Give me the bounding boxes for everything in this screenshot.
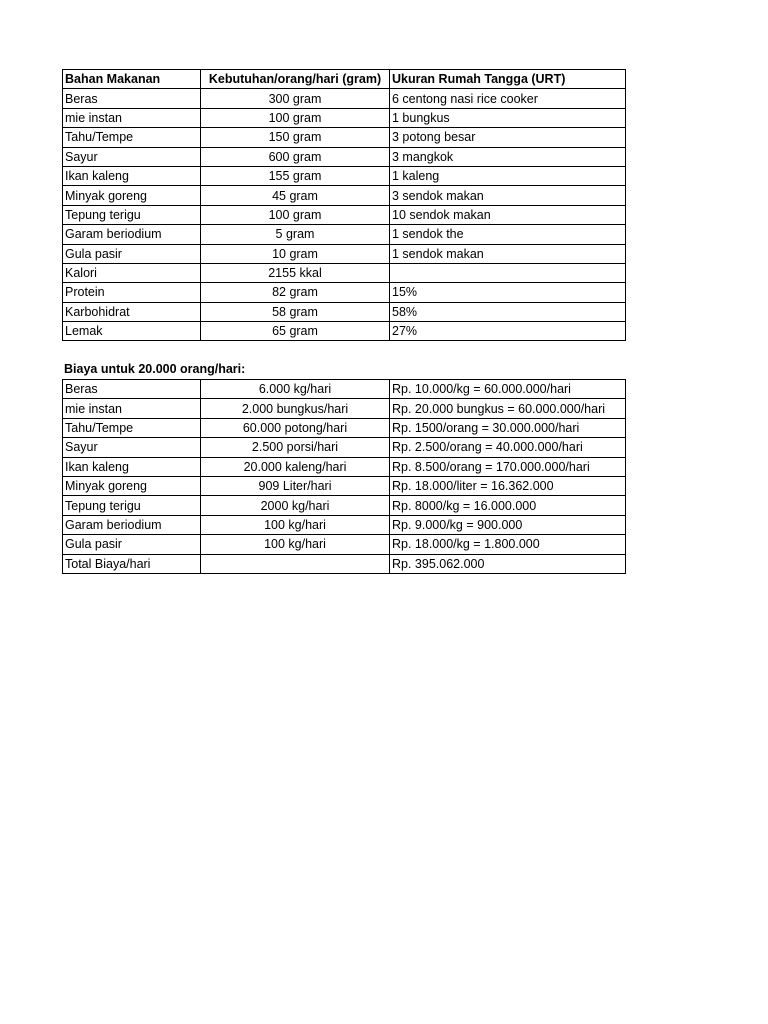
table-cell-amount: 100 gram	[201, 205, 390, 224]
table-row	[63, 399, 626, 418]
column-header: Ukuran Rumah Tangga (URT)	[390, 70, 626, 89]
table-cell-urt: 3 sendok makan	[390, 186, 626, 205]
table-row	[63, 554, 626, 573]
table-cell-urt	[390, 263, 626, 282]
table-cell-amount: 155 gram	[201, 166, 390, 185]
table-row	[63, 535, 626, 554]
table-cell-item: Lemak	[63, 322, 201, 341]
table-cell-item: Garam beriodium	[63, 225, 201, 244]
table-cell-item: Garam beriodium	[63, 515, 201, 534]
table-cell-item: Minyak goreng	[63, 476, 201, 495]
table-cell-qty: 2000 kg/hari	[201, 496, 390, 515]
table-row	[63, 186, 626, 205]
table-cell-cost: Rp. 18.000/liter = 16.362.000	[390, 476, 626, 495]
table-cell-item: Tahu/Tempe	[63, 418, 201, 437]
table-cell-cost: Rp. 395.062.000	[390, 554, 626, 573]
table-cell-item: Ikan kaleng	[63, 166, 201, 185]
table-cell-item: Karbohidrat	[63, 302, 201, 321]
table-row	[63, 418, 626, 437]
nutrition-table	[62, 69, 626, 341]
table-cell-urt: 1 sendok the	[390, 225, 626, 244]
table-row	[63, 128, 626, 147]
table-row	[63, 89, 626, 108]
table-cell-urt: 1 sendok makan	[390, 244, 626, 263]
table-row	[63, 205, 626, 224]
table-cell-item: Sayur	[63, 147, 201, 166]
table-cell-qty	[201, 554, 390, 573]
table-cell-amount: 600 gram	[201, 147, 390, 166]
table-cell-cost: Rp. 18.000/kg = 1.800.000	[390, 535, 626, 554]
table-row	[63, 263, 626, 282]
table-cell-item: Minyak goreng	[63, 186, 201, 205]
table-cell-item: mie instan	[63, 399, 201, 418]
table-cell-item: Tepung terigu	[63, 496, 201, 515]
table-cell-amount: 5 gram	[201, 225, 390, 244]
table-cell-item: Ikan kaleng	[63, 457, 201, 476]
table-row	[63, 108, 626, 127]
cost-table	[62, 379, 626, 574]
table-row	[63, 438, 626, 457]
table-row	[63, 166, 626, 185]
table-cell-urt: 1 bungkus	[390, 108, 626, 127]
table-cell-amount: 45 gram	[201, 186, 390, 205]
table-cell-urt: 27%	[390, 322, 626, 341]
table-cell-cost: Rp. 9.000/kg = 900.000	[390, 515, 626, 534]
table-cell-urt: 3 mangkok	[390, 147, 626, 166]
table-row	[63, 322, 626, 341]
table-cell-item: Protein	[63, 283, 201, 302]
table-cell-cost: Rp. 20.000 bungkus = 60.000.000/hari	[390, 399, 626, 418]
table-cell-cost: Rp. 8.500/orang = 170.000.000/hari	[390, 457, 626, 476]
table-row	[63, 380, 626, 399]
table-cell-amount: 82 gram	[201, 283, 390, 302]
table-row	[63, 457, 626, 476]
table-cell-item: Beras	[63, 380, 201, 399]
table-cell-qty: 6.000 kg/hari	[201, 380, 390, 399]
table-row	[63, 283, 626, 302]
table-cell-urt: 58%	[390, 302, 626, 321]
table-cell-urt: 3 potong besar	[390, 128, 626, 147]
column-header: Bahan Makanan	[63, 70, 201, 89]
table-cell-amount: 150 gram	[201, 128, 390, 147]
table-row	[63, 476, 626, 495]
table-row	[63, 244, 626, 263]
table-cell-qty: 100 kg/hari	[201, 515, 390, 534]
table-cell-qty: 60.000 potong/hari	[201, 418, 390, 437]
table-cell-amount: 2155 kkal	[201, 263, 390, 282]
table-cell-cost: Rp. 10.000/kg = 60.000.000/hari	[390, 380, 626, 399]
table-cell-item: Gula pasir	[63, 535, 201, 554]
table-cell-amount: 65 gram	[201, 322, 390, 341]
table-cell-qty: 2.000 bungkus/hari	[201, 399, 390, 418]
table-cell-item: Total Biaya/hari	[63, 554, 201, 573]
table-cell-cost: Rp. 2.500/orang = 40.000.000/hari	[390, 438, 626, 457]
table-cell-amount: 300 gram	[201, 89, 390, 108]
column-header: Kebutuhan/orang/hari (gram)	[201, 70, 390, 89]
table-cell-item: Beras	[63, 89, 201, 108]
table-cell-cost: Rp. 1500/orang = 30.000.000/hari	[390, 418, 626, 437]
table-cell-item: Kalori	[63, 263, 201, 282]
cost-caption: Biaya untuk 20.000 orang/hari:	[64, 362, 246, 376]
table-cell-item: mie instan	[63, 108, 201, 127]
table-row	[63, 302, 626, 321]
table-cell-item: Gula pasir	[63, 244, 201, 263]
table-row	[63, 496, 626, 515]
table-header-row	[63, 70, 626, 89]
table-cell-item: Tepung terigu	[63, 205, 201, 224]
table-cell-item: Sayur	[63, 438, 201, 457]
table-cell-qty: 100 kg/hari	[201, 535, 390, 554]
table-row	[63, 147, 626, 166]
table-cell-urt: 15%	[390, 283, 626, 302]
table-cell-cost: Rp. 8000/kg = 16.000.000	[390, 496, 626, 515]
table-row	[63, 515, 626, 534]
table-cell-qty: 2.500 porsi/hari	[201, 438, 390, 457]
table-cell-qty: 909 Liter/hari	[201, 476, 390, 495]
table-cell-urt: 6 centong nasi rice cooker	[390, 89, 626, 108]
table-cell-amount: 100 gram	[201, 108, 390, 127]
table-cell-amount: 58 gram	[201, 302, 390, 321]
table-cell-qty: 20.000 kaleng/hari	[201, 457, 390, 476]
table-cell-urt: 1 kaleng	[390, 166, 626, 185]
table-cell-item: Tahu/Tempe	[63, 128, 201, 147]
table-cell-urt: 10 sendok makan	[390, 205, 626, 224]
table-cell-amount: 10 gram	[201, 244, 390, 263]
table-row	[63, 225, 626, 244]
